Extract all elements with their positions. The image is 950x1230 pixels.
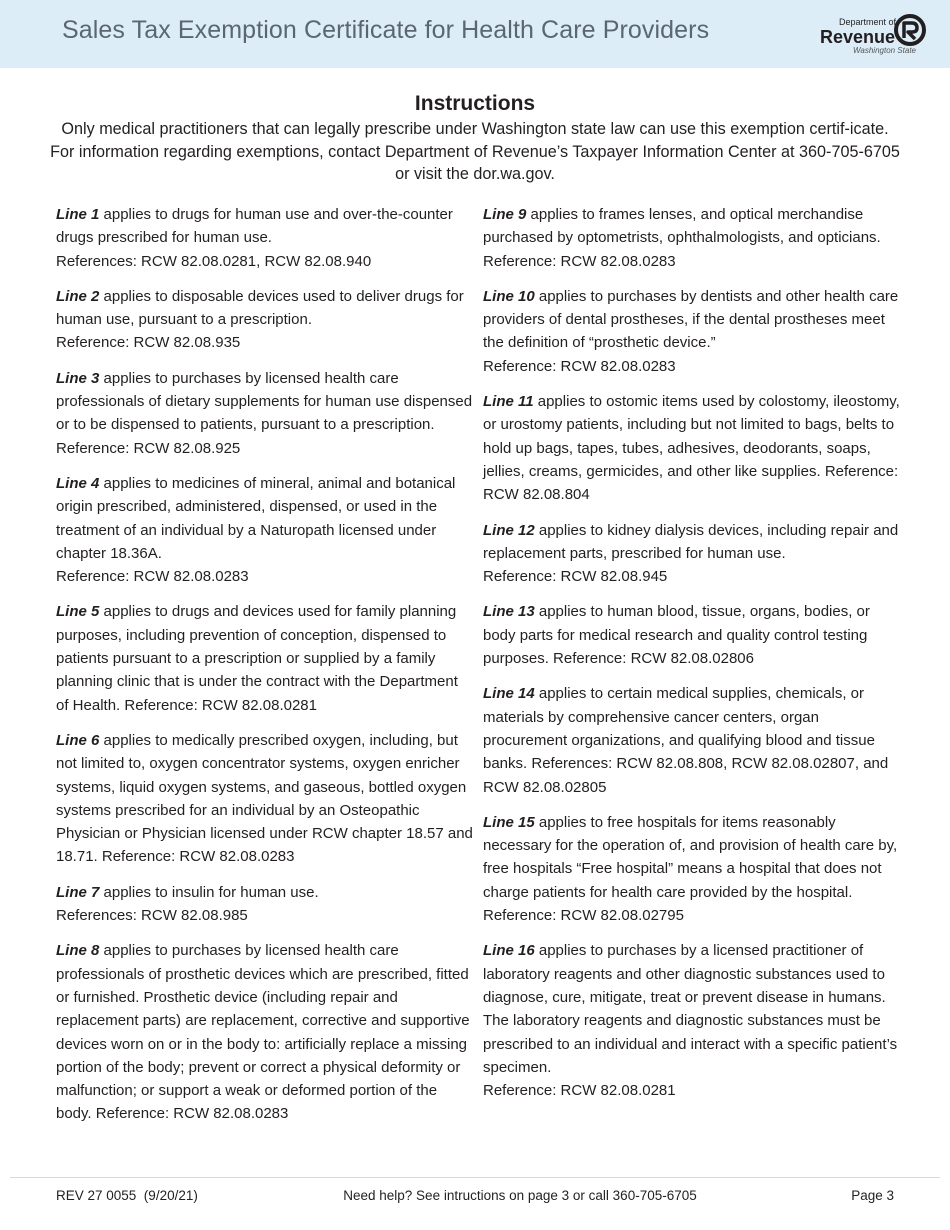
- line-text: applies to human blood, tissue, organs, bodies, or body parts for medical research and quality control testing purposes. Reference: RCW 82.08.02806: [483, 603, 870, 668]
- line-item: [483, 519, 901, 589]
- line-item: [56, 729, 474, 869]
- line-text: applies to free hospitals for items reasonably necessary for the operation of, and provision of health care by, free hospitals “Free hospital” means a hospital that does not charge patients for health care provided by the hospital. Reference: RCW 82.08.02795: [483, 813, 898, 925]
- line-item: [56, 367, 474, 460]
- line-text: applies to kidney dialysis devices, including repair and replacement parts, prescribed for human use. Reference: RCW 82.08.945: [483, 521, 899, 586]
- line-label: Line 11: [483, 393, 534, 411]
- left-column: [56, 203, 474, 1138]
- line-text: applies to ostomic items used by colostomy, ileostomy, or urostomy patients, including but not limited to bags, belts to hold up bags, tapes, tubes, adhesives, deodorants, soaps, jellies, creams, germicides, and other like supplies. Reference: RCW 82.08.804: [483, 393, 900, 504]
- right-column: [483, 203, 901, 1114]
- line-label: Line 10: [483, 287, 535, 305]
- line-item: [56, 472, 474, 588]
- instructions-heading: Instructions: [414, 92, 536, 115]
- line-label: Line 7: [56, 883, 100, 901]
- dor-logo: [820, 12, 930, 58]
- line-item: [56, 203, 474, 273]
- line-label: Line 1: [56, 206, 100, 223]
- line-text: applies to medically prescribed oxygen, including, but not limited to, oxygen concentrator systems, oxygen enricher systems, liquid oxygen systems, and gaseous, bottled oxygen systems prescribed for an individual by an Osteopathic Physician or Physician licensed under RCW chapter 18.57 and 18.71. Reference: RCW 82.08.0283: [56, 731, 473, 866]
- line-item: [56, 285, 474, 355]
- line-label: Line 3: [56, 369, 100, 387]
- line-label: Line 12: [483, 521, 535, 539]
- logo-state: Washington State: [852, 46, 916, 55]
- page-header: [0, 0, 950, 68]
- line-text: applies to drugs for human use and over-the-counter drugs prescribed for human use. References: RCW 82.08.0281, RCW 82.08.940: [56, 206, 453, 270]
- logo-department: Department of: [838, 17, 896, 27]
- line-text: applies to certain medical supplies, chemicals, or materials by comprehensive cancer centers, organ procurement organizations, and qualifying blood and tissue banks. References: RCW 82.08.808, RCW 82.08.02807, and RCW 82.08.02805: [483, 685, 889, 796]
- footer-divider: [10, 1177, 940, 1178]
- line-item: [56, 881, 474, 928]
- line-label: Line 14: [483, 685, 535, 703]
- help-text: Need help? See intructions on page 3 or call 360-705-6705: [343, 1188, 697, 1203]
- line-item: [56, 939, 474, 1125]
- line-text: applies to purchases by licensed health care professionals of prosthetic devices which are prescribed, fitted or furnished. Prosthetic device (including repair and replacement parts) are replacement, corrective and supportive devices worn on or in the body to: artificially replace a missing portion of the body; prevent or correct a physical deformity or malfunction; or support a weak or deformed portion of the body. Reference: RCW 82.08.0283: [56, 942, 470, 1123]
- page-number: Page 3: [851, 1188, 894, 1203]
- line-label: Line 8: [56, 942, 100, 960]
- dor-logo-icon: [894, 14, 926, 46]
- line-label: Line 6: [56, 731, 100, 749]
- line-item: [483, 285, 901, 378]
- line-label: Line 2: [56, 287, 100, 305]
- line-text: applies to frames lenses, and optical merchandise purchased by optometrists, ophthalmologists, and opticians. Reference: RCW 82.08.0283: [483, 206, 881, 270]
- line-text: applies to purchases by a licensed practitioner of laboratory reagents and other diagnostic substances used to diagnose, cure, mitigate, treat or prevent disease in humans. The laboratory reagents and diagnostic substances must be prescribed to an individual and interact with a specific patient’s specimen. Reference: RCW 82.08.0281: [483, 942, 898, 1100]
- line-label: Line 4: [56, 474, 100, 492]
- line-text: applies to purchases by dentists and other health care providers of dental prostheses, if the dental prostheses meet the definition of “prosthetic device.” Reference: RCW 82.08.0283: [483, 287, 899, 375]
- line-text: applies to medicines of mineral, animal and botanical origin prescribed, administered, dispensed, or used in the treatment of an individual by a Naturopath licensed under chapter 18.36A. Reference: RCW 82.08.0283: [56, 474, 456, 586]
- line-text: applies to drugs and devices used for family planning purposes, including prevention of conception, dispensed to patients pursuant to a prescription or supplied by a family planning clinic that is under the contract with the Department of Health. Reference: RCW 82.08.0281: [56, 603, 458, 714]
- instructions-intro: Only medical practitioners that can legally prescribe under Washington state law can use this exemption certif-icate. For information regarding exemptions, contact Department of Revenue’s Taxpayer Information Center at 360-705-6705 or visit the dor.wa.gov.: [50, 120, 900, 183]
- line-label: Line 16: [483, 942, 535, 960]
- form-id: REV 27 0055 (9/20/21): [56, 1188, 198, 1203]
- line-text: applies to disposable devices used to deliver drugs for human use, pursuant to a prescription. Reference: RCW 82.08.935: [56, 287, 464, 352]
- logo-revenue: Revenue: [820, 27, 896, 47]
- form-title: Sales Tax Exemption Certificate for Health Care Providers: [62, 16, 710, 44]
- line-text: applies to insulin for human use. References: RCW 82.08.985: [56, 883, 319, 925]
- line-label: Line 9: [483, 206, 527, 223]
- line-label: Line 15: [483, 813, 535, 831]
- line-item: [56, 600, 474, 716]
- line-item: [483, 203, 901, 273]
- line-item: [483, 390, 901, 506]
- line-item: [483, 811, 901, 927]
- line-item: [483, 939, 901, 1102]
- line-item: [483, 600, 901, 670]
- line-label: Line 13: [483, 603, 535, 621]
- line-text: applies to purchases by licensed health care professionals of dietary supplements for human use dispensed or to be dispensed to patients, pursuant to a prescription. Reference: RCW 82.08.925: [56, 369, 473, 457]
- line-label: Line 5: [56, 603, 100, 621]
- line-item: [483, 682, 901, 798]
